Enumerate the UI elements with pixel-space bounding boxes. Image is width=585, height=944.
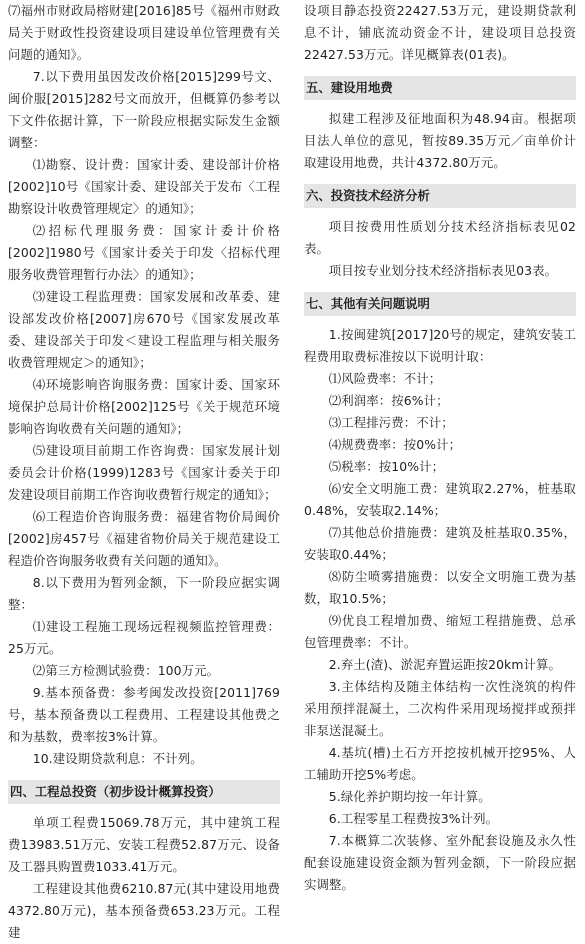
paragraph: 工程建设其他费6210.87元(其中建设用地费4372.80万元)，基本预备费653.23万元。工程建	[8, 881, 280, 940]
paragraph: ⑶工程排污费：不计；	[328, 415, 454, 430]
paragraph: 9.基本预备费：参考闽发改投资[2011]769号，基本预备费以工程费用、工程建设其他费之和为基数，费率按3%计算。	[8, 685, 280, 744]
paragraph: ⑺福州市财政局榕财建[2016]85号《福州市财政局关于财政性投资建设项目建设单位管理费有关问题的通知》。	[8, 3, 280, 62]
paragraph: 项目按专业划分技术经济指标表见03表。	[328, 263, 558, 278]
paragraph: ⑴勘察、设计费：国家计委、建设部计价格[2002]10号《国家计委、建设部关于发布〈工程勘察设计收费管理规定〉的通知》；	[8, 157, 280, 216]
section-heading: 五、建设用地费	[304, 76, 576, 100]
paragraph: ⑸税率：按10%计；	[328, 459, 445, 474]
section-heading: 七、其他有关问题说明	[304, 292, 576, 316]
paragraph: ⑸建设项目前期工作咨询费：国家发展计划委员会计价格(1999)1283号《国家计委关于印发建设项目前期工作咨询收费暂行规定的通知》；	[8, 443, 280, 502]
paragraph: 拟建工程涉及征地面积为48.94亩。根据项目法人单位的意见，暂按89.35万元／亩单价计取建设用地费，共计4372.80万元。	[304, 111, 576, 170]
paragraph: 单项工程费15069.78万元，其中建筑工程费13983.51万元、安装工程费52.87万元、设备及工器具购置费1033.41万元。	[8, 815, 280, 874]
paragraph: 3.主体结构及随主体结构一次性浇筑的构件采用预拌混凝土，二次构件采用现场搅拌或预拌非泵送混凝土。	[304, 679, 576, 738]
paragraph: 2.弃土(渣)、淤泥弃置运距按20km计算。	[328, 657, 561, 672]
paragraph: 5.绿化养护期均按一年计算。	[328, 789, 491, 804]
left-column	[8, 0, 280, 944]
paragraph: ⑷环境影响咨询服务费：国家计委、国家环境保护总局计价格[2002]125号《关于规范环境影响咨询收费有关问题的通知》；	[8, 377, 280, 436]
paragraph: 8.以下费用为暂列金额，下一阶段应据实调整：	[8, 575, 280, 612]
paragraph: ⑹工程造价咨询服务费：福建省物价局闽价[2002]房457号《福建省物价局关于规范建设工程造价咨询服务收费有关问题的通知》。	[8, 509, 280, 568]
paragraph: ⑻防尘喷雾措施费：以安全文明施工费为基数，取10.5%；	[304, 569, 576, 606]
paragraph: 4.基坑(槽)土石方开挖按机械开挖95%、人工辅助开挖5%考虑。	[304, 745, 576, 782]
paragraph: ⑺其他总价措施费：建筑及桩基取0.35%，安装取0.44%；	[304, 525, 576, 562]
paragraph: 项目按费用性质划分技术经济指标表见02表。	[304, 219, 576, 256]
paragraph: ⑴风险费率：不计；	[328, 371, 442, 386]
paragraph: ⑵利润率：按6%计；	[328, 393, 449, 408]
section-heading: 四、工程总投资（初步设计概算投资）	[8, 780, 280, 804]
paragraph: 7.以下费用虽因发改价格[2015]299号文、闽价服[2015]282号文而放开，但概算仍参考以下文件依据计算，下一阶段应根据实际发生金额调整：	[8, 69, 280, 150]
paragraph: 1.按闽建筑[2017]20号的规定，建筑安装工程费用取费标准按以下说明计取：	[304, 327, 576, 364]
paragraph: ⑶建设工程监理费：国家发展和改革委、建设部发改价格[2007]房670号《国家发展改革委、建设部关于印发＜建设工程监理与相关服务收费管理规定＞的通知》；	[8, 289, 280, 370]
paragraph: 6.工程零星工程费按3%计列。	[328, 811, 499, 826]
paragraph: ⑷规费费率：按0%计；	[328, 437, 462, 452]
paragraph: 设项目静态投资22427.53万元，建设期贷款利息不计，铺底流动资金不计，建设项目总投资22427.53万元。详见概算表(01表)。	[304, 3, 576, 62]
paragraph: ⑼优良工程增加费、缩短工程措施费、总承包管理费率：不计。	[304, 613, 576, 650]
paragraph: 10.建设期贷款利息：不计列。	[32, 751, 203, 766]
paragraph: ⑵招标代理服务费：国家计委计价格[2002]1980号《国家计委关于印发〈招标代理服务收费管理暂行办法〉的通知》；	[8, 223, 280, 282]
paragraph: ⑵第三方检测试验费：100万元。	[32, 663, 220, 678]
paragraph: ⑴建设工程施工现场远程视频监控管理费：25万元。	[8, 619, 280, 656]
right-column	[304, 0, 576, 896]
paragraph: 7.本概算二次装修、室外配套设施及永久性配套设施建设资金额为暂列金额，下一阶段应据实调整。	[304, 833, 576, 892]
paragraph: ⑹安全文明施工费：建筑取2.27%，桩基取0.48%，安装取2.14%；	[304, 481, 576, 518]
section-heading: 六、投资技术经济分析	[304, 184, 576, 208]
